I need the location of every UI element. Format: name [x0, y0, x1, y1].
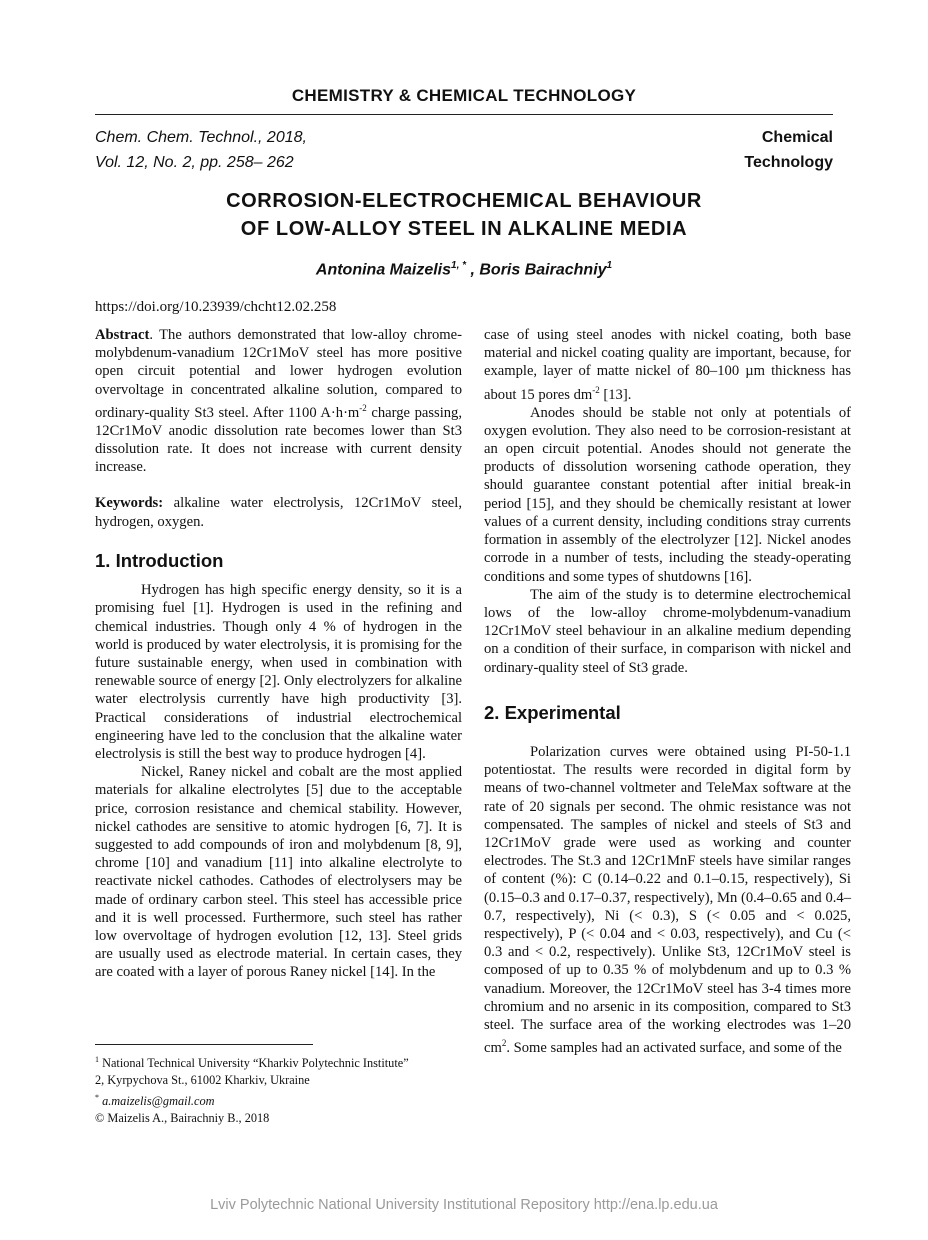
affiliation-name: National Technical University “Kharkiv Polytechnic Institute”: [99, 1056, 409, 1071]
section-label: [744, 125, 833, 175]
abstract-label: Abstract: [95, 327, 150, 343]
abstract-superscript: -2: [359, 402, 367, 413]
author-separator: ,: [466, 261, 480, 279]
right-column: [484, 326, 851, 1057]
doi-link[interactable]: https://doi.org/10.23939/chcht12.02.258: [95, 299, 337, 315]
keywords-text: alkaline water electrolysis, 12Cr1MoV steel, hydrogen, oxygen.: [95, 495, 462, 530]
section-heading-introduction: 1. Introduction: [95, 549, 224, 571]
paragraph-superscript: -2: [592, 384, 600, 395]
author-name: Boris Bairachniy: [479, 261, 607, 279]
paragraph-superscript: 2: [501, 1038, 507, 1049]
paper-title-line2: OF LOW-ALLOY STEEL IN ALKALINE MEDIA: [240, 218, 688, 240]
paragraph: [484, 326, 851, 404]
footnote-mark: *: [95, 1093, 99, 1103]
paragraph: The aim of the study is to determine electrochemical lows of the low-alloy chrome-molybdenum-vanadium 12Cr1MoV steel behaviour in an alkaline medium depending on a condition of their surface, in comparison with nickel and ordinary-quality steel of St3 grade.: [484, 586, 851, 676]
citation-journal-line: Chem. Chem. Technol., 2018,: [95, 129, 307, 146]
section-heading-experimental: 2. Experimental: [484, 701, 621, 723]
abstract-text: charge passing, 12Cr1MoV anodic dissolution rate becomes lower than St3 dissolution rate. It does not increase with current density increase.: [95, 404, 462, 476]
paper-title-line1: CORROSION-ELECTROCHEMICAL BEHAVIOUR: [226, 190, 702, 212]
section-label-line1: Chemical: [761, 129, 833, 146]
keywords: [95, 494, 462, 530]
author-name: Antonina Maizelis: [315, 261, 452, 279]
paragraph-text: case of using steel anodes with nickel coating, both base material and nickel coating quality are important, because, for example, layer of matte nickel of 80–100 µm thickness has about 15 pores dm: [484, 327, 851, 403]
keywords-label: Keywords:: [95, 495, 164, 512]
affiliation-footnote: [95, 1051, 409, 1072]
section-label-line2: Technology: [744, 154, 833, 171]
citation-block: [95, 125, 307, 175]
abstract: [95, 326, 462, 476]
affiliation-address: 2, Kyrpychova St., 61002 Kharkiv, Ukraine: [95, 1073, 310, 1088]
paragraph-text: [13].: [599, 386, 632, 403]
footnote-mark: 1: [95, 1055, 99, 1064]
email-footnote: [95, 1089, 409, 1110]
paper-title: [95, 187, 833, 243]
copyright-notice: © Maizelis A., Bairachniy B., 2018: [95, 1111, 270, 1126]
paragraph-text: . Some samples had an activated surface, and some of the: [506, 1040, 842, 1057]
header-rule: [95, 114, 833, 115]
footnotes: [95, 1051, 409, 1127]
repository-footer: Lviv Polytechnic National University Institutional Repository http://ena.lp.edu.ua: [210, 1197, 718, 1213]
paragraph-text: Polarization curves were obtained using PI-50-1.1 potentiostat. The results were recorded in digital form by means of two-channel voltmeter and TeleMax software at the rate of 20 signals per second. The ohmic resistance was not compensated. The samples of nickel and steels of St3 and 12Cr1MoV grade were used as working and counter electrodes. The St.3 and 12Cr1MnF steels have similar ranges of content (%): C (0.14–0.22 and 0.1–0.15, respectively), Si (0.15–0.3 and 0.17–0.37, respectively), Mn (0.4–0.65 and 0.4–0.7, respectively), Ni (< 0.3), S (< 0.05 and < 0.025, respectively), P (< 0.04 and < 0.03, respectively), and Cu (< 0.3 and < 0.2, respectively). Unlike St3, 12Cr1MoV steel is composed of up to 0.35 % of molybdenum and up to 0.3 % vanadium. Moreover, the 12Cr1MoV steel has 3-4 times more chromium and no arsenic in its composition, compared to St3 steel. The surface area of the working electrodes was 1–20 cm: [484, 743, 851, 1057]
paragraph: Anodes should be stable not only at potentials of oxygen evolution. They also need to be corrosion-resistant at an open circuit potential. Anodes should not generate the products of dissolution worsening cathode operation, they should guarantee constant potential after initial break-in period [15], and they should be chemically resistant at lower values of a current density, including conditions stray currents formation in assembly of the electrolyzer [12]. Nickel anodes corrode in a number of tests, including the steady-operating conditions and some types of shutdowns [16].: [484, 404, 851, 585]
paragraph: [484, 743, 851, 1057]
author-affiliation-mark: 1, *: [451, 260, 467, 271]
paragraph: Hydrogen has high specific energy density, so it is a promising fuel [1]. Hydrogen is used in the refining and chemical industries. Though only 4 % of hydrogen in the world is produced by water electrolysis, it is promising for the future sustainable energy, when used in combination with renewable source of energy [2]. Only electrolyzers for alkaline water electrolysis currently have high productivity [3]. Practical considerations of industrial electrochemical engineering have led to the conclusion that the alkaline water electrolysis is still the best way to produce hydrogen [4].: [95, 582, 462, 762]
citation-volume-line: Vol. 12, No. 2, pp. 258– 262: [95, 154, 294, 171]
author-affiliation-mark: 1: [606, 260, 613, 271]
abstract-text: . The authors demonstrated that low-alloy chrome-molybdenum-vanadium 12Cr1MoV steel has more positive open circuit potential and lower hydrogen evolution overvoltage in concentrated alkaline solution, compared to ordinary-quality St3 steel. After 1100 A·h·m: [95, 327, 462, 421]
author-list: [95, 260, 833, 279]
author-email[interactable]: a.maizelis@gmail.com: [99, 1094, 215, 1109]
footnote-rule: [95, 1044, 313, 1045]
journal-header: CHEMISTRY & CHEMICAL TECHNOLOGY: [291, 86, 637, 105]
paragraph: Nickel, Raney nickel and cobalt are the most applied materials for alkaline electrolytes [5] due to the acceptable price, corrosion resistance and chemical stability. However, nickel cathodes are sensitive to atomic hydrogen [6, 7]. It is suggested to add compounds of iron and molybdenum [8, 9], chrome [10] and vanadium [11] into alkaline electrolyte to reactivate nickel cathodes. Cathodes of electrolysers may be made of ordinary carbon steel. This steel has accessible price and it is well processed. Furthermore, such steel has rather low overvoltage of hydrogen evolution [12, 13]. Steel grids are usually used as electrode material. In certain cases, they are coated with a layer of porous Raney nickel [14]. In the: [95, 764, 462, 981]
left-column: [95, 326, 462, 982]
